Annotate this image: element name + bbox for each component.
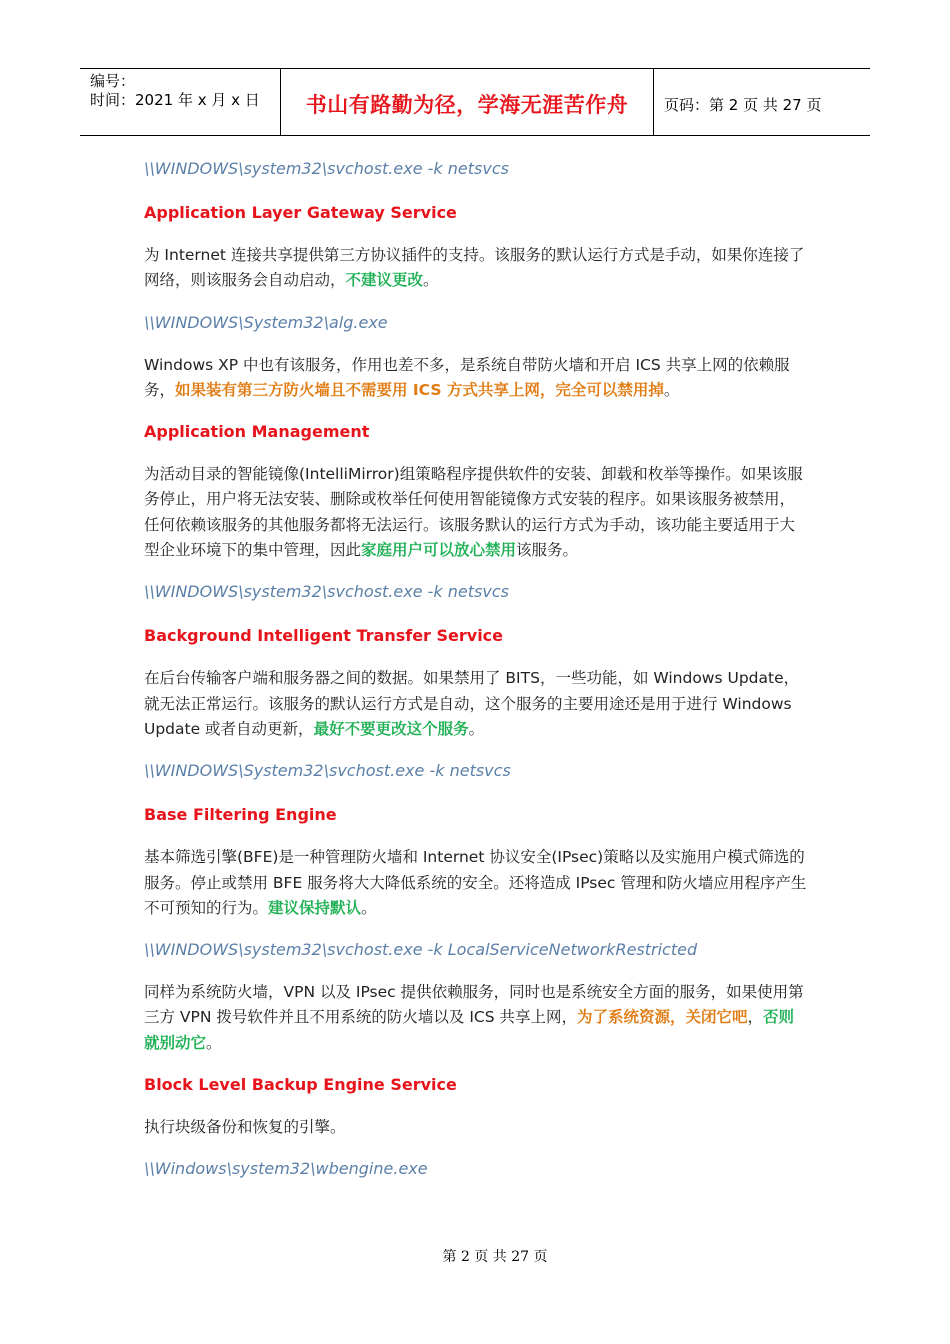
- desc-text: 执行块级备份和恢复的引擎。: [144, 1118, 346, 1137]
- number-label: 编号：: [90, 72, 136, 90]
- desc-text: 。: [361, 898, 377, 917]
- recommendation-green: 不建议更改: [345, 271, 424, 290]
- recommendation-orange: 为了系统资源，关闭它吧: [577, 1008, 748, 1027]
- note-text: 同样为系统防火墙，VPN 以及 IPsec 提供依赖服务，同时也是系统安全方面的服务，如果使用第三方 VPN 拨号软件并且不用系统的防火墙以及 ICS 共享上网，: [144, 983, 804, 1027]
- service-title: Block Level Backup Engine Service: [144, 1075, 457, 1095]
- service-title: Base Filtering Engine: [144, 805, 337, 825]
- desc-text: 基本筛选引擎(BFE)是一种管理防火墙和 Internet 协议安全(IPsec)策略以及实施用户模式筛选的服务。停止或禁用 BFE 服务将大大降低系统的安全。还将造成 IPsec 管理和防火墙应用程序产生不可预知的行为。: [144, 848, 807, 917]
- service-path: \\WINDOWS\system32\svchost.exe -k LocalServiceNetworkRestricted: [144, 940, 698, 960]
- service-description: [144, 243, 808, 294]
- recommendation-green: 否则就别动它: [144, 1008, 795, 1052]
- service-note: [144, 980, 808, 1056]
- service-path: \\Windows\system32\wbengine.exe: [144, 1159, 428, 1179]
- header-meta: [80, 69, 281, 135]
- page-footer: 第 2 页 共 27 页: [442, 1249, 548, 1265]
- recommendation-green: 家庭用户可以放心禁用: [361, 541, 517, 560]
- desc-text: 在后台传输客户端和服务器之间的数据。如果禁用了 BITS，一些功能，如 Windows Update，就无法正常运行。该服务的默认运行方式是自动，这个服务的主要用途还是用于进行 Windows Update 或者自动更新，: [144, 669, 800, 738]
- desc-text: 。: [468, 719, 485, 738]
- desc-text: 为活动目录的智能镜像(IntelliMirror)组策略程序提供软件的安装、卸载和枚举等操作。如果该服务停止，用户将无法安装、删除或枚举任何使用智能镜像方式安装的程序。如果该服务被禁用，任何依赖该服务的其他服务都将无法运行。该服务默认的运行方式为手动，该功能主要适用于大型企业环境下的集中管理，因此: [144, 465, 803, 560]
- header-motto-cell: [281, 69, 654, 135]
- service-description: [144, 666, 808, 742]
- header-page-cell: [654, 69, 870, 135]
- time-label: 时间：2021 年 x 月 x 日: [90, 91, 260, 109]
- document-body: [144, 156, 808, 1182]
- service-path: \\WINDOWS\system32\svchost.exe -k netsvcs: [144, 582, 509, 602]
- service-path: \\WINDOWS\system32\svchost.exe -k netsvcs: [144, 159, 509, 178]
- recommendation-orange: 如果装有第三方防火墙且不需要用 ICS 方式共享上网，完全可以禁用掉: [175, 380, 664, 399]
- desc-text: 为 Internet 连接共享提供第三方协议插件的支持。该服务的默认运行方式是手动，如果你连接了网络，则该服务会自动启动，: [144, 246, 805, 290]
- service-description: [144, 1115, 808, 1140]
- desc-text: 。: [423, 271, 439, 290]
- recommendation-green: 最好不要更改这个服务: [313, 719, 469, 738]
- service-path: \\WINDOWS\System32\alg.exe: [144, 312, 388, 332]
- recommendation-green: 建议保持默认: [268, 898, 362, 917]
- service-title: Application Management: [144, 422, 370, 442]
- service-title: Background Intelligent Transfer Service: [144, 626, 504, 646]
- service-description: [144, 462, 808, 563]
- note-text: 。: [663, 380, 680, 399]
- note-text: 。: [206, 1033, 222, 1052]
- service-title: Application Layer Gateway Service: [144, 203, 457, 222]
- desc-text: 该服务。: [516, 541, 579, 560]
- page-info: 页码：第 2 页 共 27 页: [664, 95, 822, 114]
- motto: 书山有路勤为径，学海无涯苦作舟: [305, 92, 629, 117]
- service-note: [144, 353, 808, 404]
- service-description: [144, 845, 808, 921]
- note-text: ，: [747, 1008, 764, 1027]
- page-header: [80, 68, 870, 136]
- service-path: \\WINDOWS\System32\svchost.exe -k netsvcs: [144, 761, 511, 781]
- note-text: Windows XP 中也有该服务，作用也差不多，是系统自带防火墙和开启 ICS 共享上网的依赖服务，: [144, 355, 790, 399]
